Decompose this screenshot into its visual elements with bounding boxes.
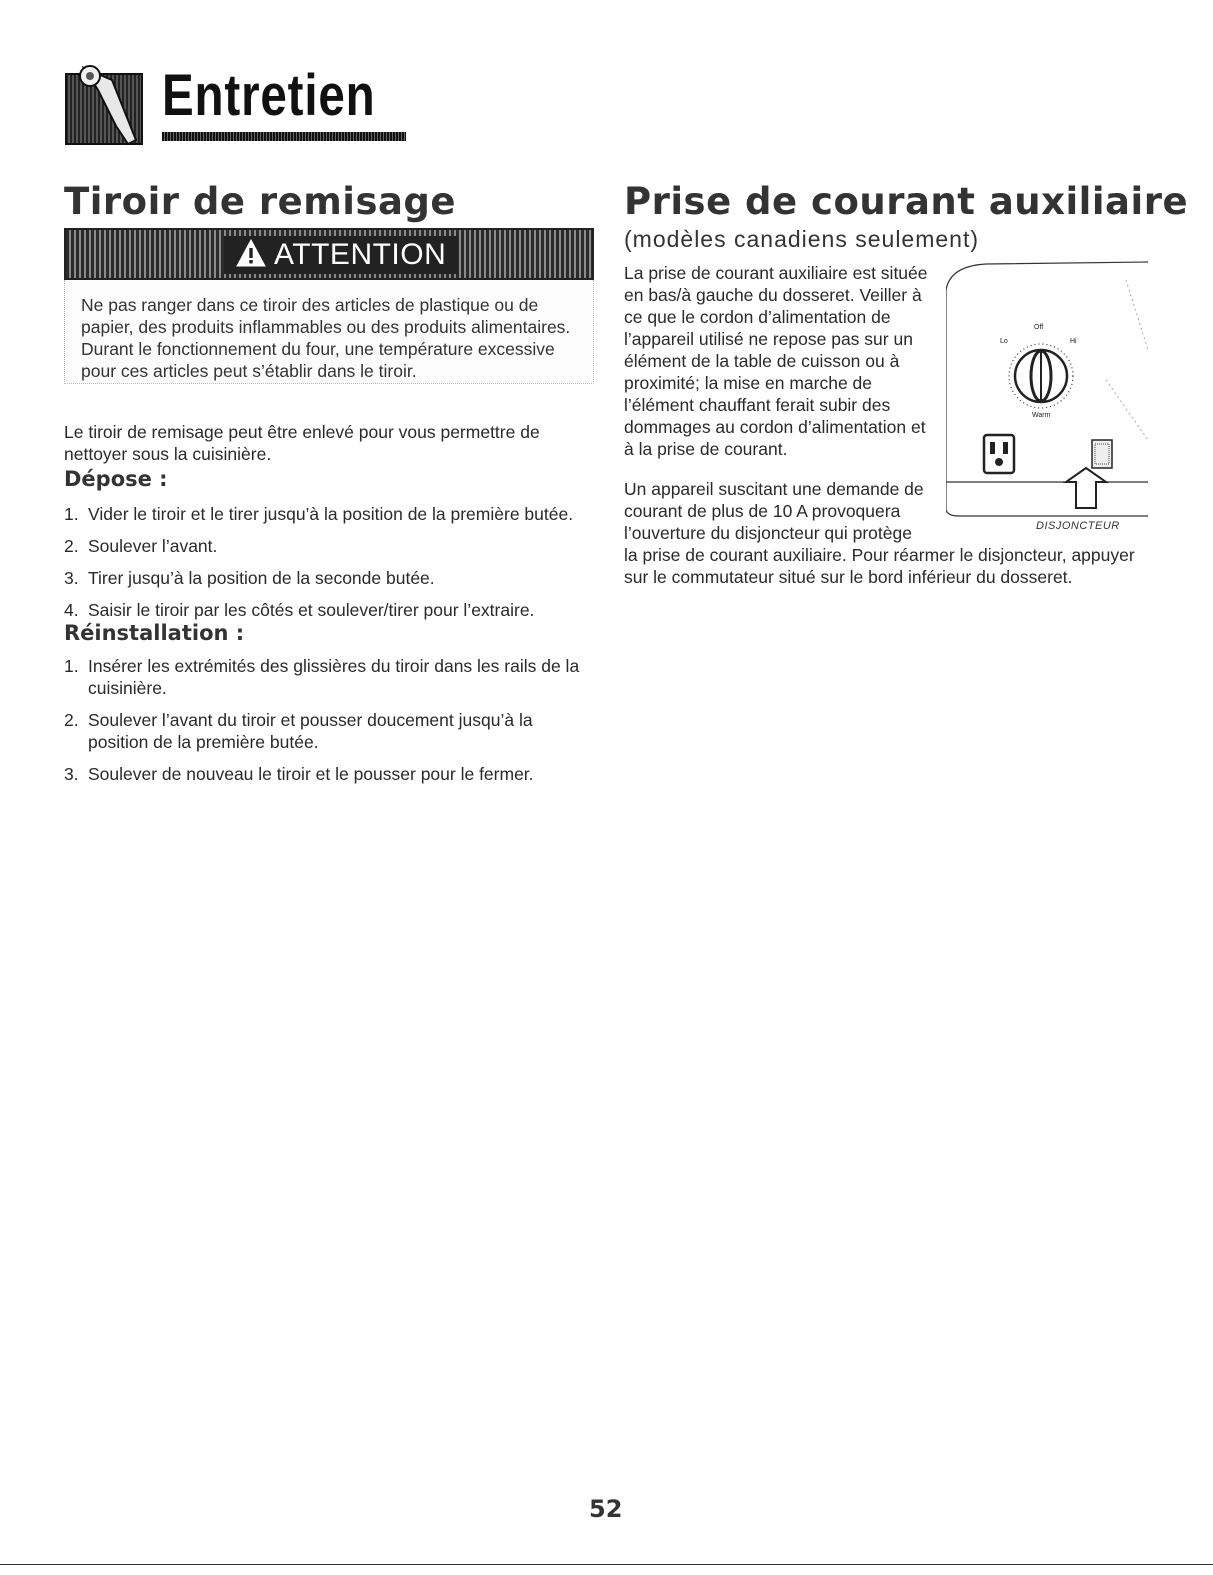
control-knob <box>1009 344 1073 408</box>
warning-line: Durant le fonctionnement du four, une température excessive <box>81 339 555 359</box>
page-number: 52 <box>589 1495 623 1523</box>
text-line: ce que le cordon d’alimentation de <box>624 307 891 327</box>
auxiliary-outlet <box>984 435 1014 473</box>
backguard-illustration <box>946 260 1148 535</box>
list-item <box>64 655 604 699</box>
list-item <box>64 763 604 785</box>
arrow-up-icon <box>1066 468 1106 508</box>
knob-label-off: Off <box>1034 324 1044 331</box>
warning-line: papier, des produits inflammables ou des produits alimentaires. <box>81 317 571 337</box>
step-number: 2. <box>64 536 79 556</box>
auxiliary-outlet-title: Prise de courant auxiliaire <box>624 180 1189 223</box>
page-header <box>62 56 376 156</box>
warning-line: pour ces articles peut s’établir dans le tiroir. <box>81 361 417 381</box>
knob-label-warm: Warm <box>1032 412 1051 419</box>
drawer-intro-paragraph <box>64 421 540 465</box>
step-text: Soulever l’avant. <box>88 536 218 556</box>
section-header-title: Entretien <box>162 63 376 128</box>
intro-line: Le tiroir de remisage peut être enlevé pour vous permettre de <box>64 422 540 442</box>
bottom-divider <box>0 1564 1213 1565</box>
text-line: l’ouverture du disjoncteur qui protège <box>624 523 912 543</box>
reinstall-heading: Réinstallation : <box>64 621 245 645</box>
warning-banner <box>64 228 594 280</box>
text-line: l’élément chauffant ferait subir des <box>624 395 891 415</box>
list-item <box>64 599 604 621</box>
wrench-icon <box>62 60 150 148</box>
text-line: élément de la table de cuisson ou à <box>624 351 900 371</box>
step-text: Tirer jusqu’à la position de la seconde butée. <box>88 568 435 588</box>
step-number: 1. <box>64 656 79 676</box>
figure-caption: DISJONCTEUR <box>1036 520 1120 532</box>
list-item <box>64 709 604 753</box>
step-number: 3. <box>64 764 79 784</box>
auxiliary-outlet-subtitle: (modèles canadiens seulement) <box>624 226 980 252</box>
knob-label-hi: Hi <box>1070 338 1077 345</box>
step-text: Soulever l’avant du tiroir et pousser doucement jusqu’à la <box>88 710 533 730</box>
outlet-paragraph-1 <box>624 262 944 460</box>
step-number: 1. <box>64 504 79 524</box>
text-line: la prise de courant auxiliaire. Pour réarmer le disjoncteur, appuyer <box>624 545 1135 565</box>
step-text: Vider le tiroir et le tirer jusqu’à la position de la première butée. <box>88 504 574 524</box>
removal-heading: Dépose : <box>64 467 168 491</box>
reinstall-steps <box>64 655 604 795</box>
text-line: l’appareil utilisé ne repose pas sur un <box>624 329 913 349</box>
warning-line: Ne pas ranger dans ce tiroir des articles de plastique ou de <box>81 295 539 315</box>
list-item <box>64 567 604 589</box>
warning-triangle-icon <box>236 239 266 272</box>
breaker-switch <box>1092 440 1112 468</box>
text-line: La prise de courant auxiliaire est située <box>624 263 928 283</box>
list-item <box>64 503 604 525</box>
step-number: 2. <box>64 710 79 730</box>
step-text: Soulever de nouveau le tiroir et le pousser pour le fermer. <box>88 764 534 784</box>
text-line: sur le commutateur situé sur le bord inférieur du dosseret. <box>624 567 1073 587</box>
warning-body <box>64 280 594 384</box>
step-number: 3. <box>64 568 79 588</box>
intro-line: nettoyer sous la cuisinière. <box>64 444 272 464</box>
removal-steps <box>64 503 604 631</box>
step-text: Insérer les extrémités des glissières du tiroir dans les rails de la <box>88 656 580 676</box>
step-text: Saisir le tiroir par les côtés et soulever/tirer pour l’extraire. <box>88 600 535 620</box>
warning-label: ATTENTION <box>274 238 447 271</box>
text-line: dommages au cordon d’alimentation et <box>624 417 926 437</box>
text-line: proximité; la mise en marche de <box>624 373 873 393</box>
text-line: Un appareil suscitant une demande de <box>624 479 924 499</box>
header-underline <box>162 132 406 141</box>
warning-label-block <box>224 236 458 274</box>
text-line: à la prise de courant. <box>624 439 788 459</box>
step-text: position de la première butée. <box>88 732 319 752</box>
step-text: cuisinière. <box>88 678 167 698</box>
text-line: en bas/à gauche du dosseret. Veiller à <box>624 285 922 305</box>
list-item <box>64 535 604 557</box>
text-line: courant de plus de 10 A provoquera <box>624 501 901 521</box>
storage-drawer-title: Tiroir de remisage <box>64 180 457 223</box>
backguard-figure <box>946 260 1148 535</box>
step-number: 4. <box>64 600 79 620</box>
knob-label-lo: Lo <box>1000 338 1008 345</box>
warning-box <box>64 228 594 384</box>
